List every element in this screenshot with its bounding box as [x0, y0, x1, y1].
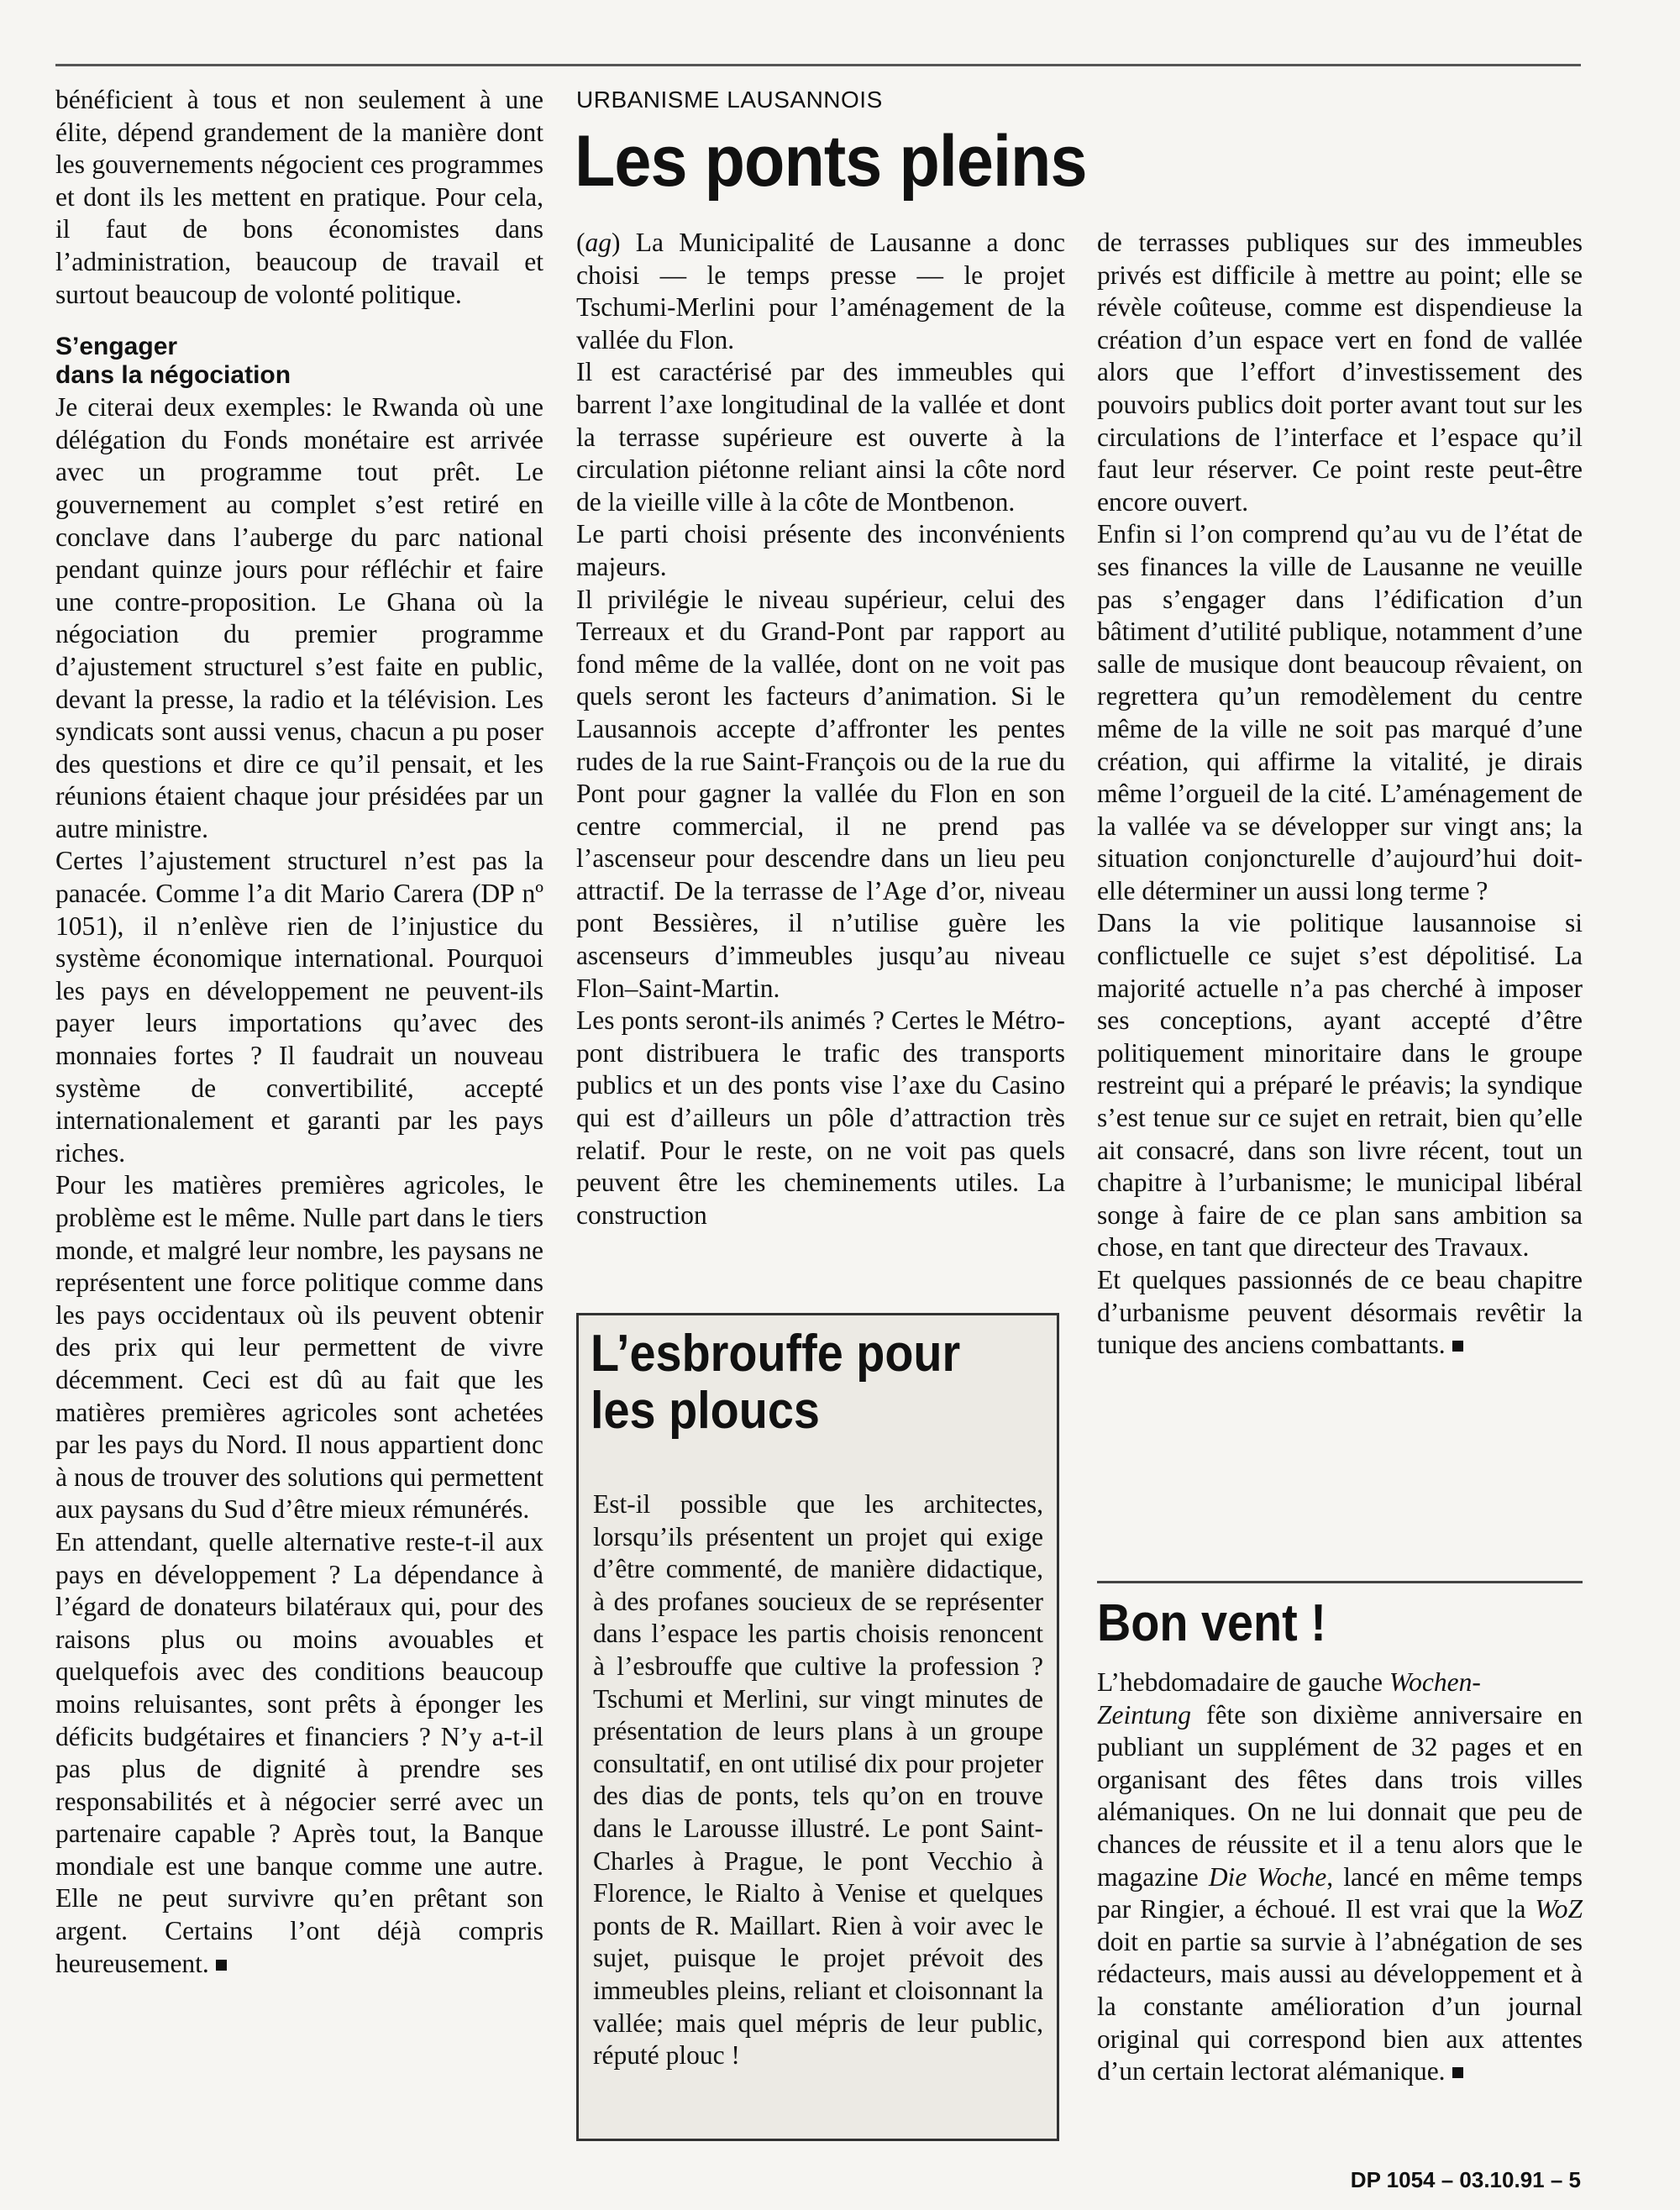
paragraph: Dans la vie politique lausannoise si conflictuelle ce sujet s’est dépolitisé. La majorité actuelle n’a pas cherché à imposer ses conceptions, ayant accepté d’être politiquement minoritaire dans le groupe restreint qui a préparé le préavis; la syndique s’est tenue sur ce sujet en retrait, bien qu’elle ait consacré, dans son livre récent, tout un chapitre à l’urbanisme; le municipal libéral songe à faire de ce plan sans ambition sa chose, en tant que directeur des Travaux. — [1097, 908, 1583, 1262]
paragraph-text: L’hebdomadaire de gauche — [1097, 1667, 1389, 1697]
bon-vent-title: Bon vent ! — [1097, 1594, 1326, 1652]
page-folio: DP 1054 – 03.10.91 – 5 — [1350, 2167, 1581, 2192]
paragraph: Certes l’ajustement structurel n’est pas la panacée. Comme l’a dit Mario Carera (DP nº 1051), il n’enlève rien de l’injustice du système économique international. Pourquoi les pays en développement ne peuvent-ils payer leurs importations qu’avec des monnaies fortes ? Il faudrait un nouveau système de convertibilité, accepté internationalement et garanti par les pays riches. — [55, 846, 543, 1168]
box-title — [591, 1325, 1014, 1440]
paragraph: Pour les matières premières agricoles, le problème est le même. Nulle part dans le tiers monde, et malgré leur nombre, les paysans ne représentent une force politique comme dans les pays occidentaux où ils peuvent obtenir des prix qui leur permettent de vivre décemment. Ceci est dû au fait que les matières premières agricoles sont achetées par les pays du Nord. Il nous appartient donc à nous de trouver des solutions qui permettent aux paysans du Sud d’être mieux rémunérés. — [55, 1170, 543, 1525]
subhead-line: dans la négociation — [55, 361, 291, 390]
article-kicker: URBANISME LAUSANNOIS — [576, 87, 883, 113]
paragraph: Est-il possible que les architectes, lorsqu’ils présentent un projet qui exige d’être commenté, de manière didactique, à des profanes soucieux de se représenter dans l’espace les partis choisis renoncent à l’esbrouffe que cultive la profession ? Tschumi et Merlini, sur vingt minutes de présentation de leurs plans à un groupe consultatif, en ont utilisé dix pour projeter des dias de ponts, tels qu’on en trouve dans le Larousse illustré. Le pont Saint-Charles à Prague, le pont Vecchio à Florence, le Rialto à Venise et quelques ponts de R. Maillart. Rien à voir avec le sujet, puisque le projet prévoit des immeubles pleins, reliant et cloisonnant la vallée; mais quel mépris de leur public, réputé plouc ! — [593, 1489, 1043, 2071]
paragraph-text: Et quelques passionnés de ce beau chapitre d’urbanisme peuvent désormais revêtir la tunique des anciens combattants. — [1097, 1265, 1583, 1360]
paragraph — [1097, 1667, 1583, 2088]
paragraph: Les ponts seront-ils animés ? Certes le Métro-pont distribuera le trafic des transports publics et un des ponts vise l’axe du Casino qui est d’ailleurs un pôle d’attraction très relatif. Pour le reste, on ne voit pas quels peuvent être les cheminements utiles. La construction — [576, 1005, 1065, 1230]
paragraph — [55, 1526, 543, 1980]
paragraph: Le parti choisi présente des inconvénients majeurs. — [576, 519, 1065, 581]
end-mark-icon — [1452, 2067, 1463, 2078]
paragraph-text: La Municipalité de Lausanne a donc choisi — le temps presse — le projet Tschumi-Merlini pour l’aménagement de la vallée du Flon. — [576, 228, 1065, 354]
paragraph-text: , lancé en même temps par Ringier, a échoué. Il est vrai que la — [1097, 1861, 1583, 1924]
section-subhead — [55, 333, 543, 390]
section-rule — [1097, 1581, 1583, 1583]
box-title-line: L’esbrouffe pour — [591, 1325, 961, 1383]
paragraph-text: En attendant, quelle alternative reste-t-il aux pays en développement ? La dépendance à l’égard de donateurs bilatéraux qui, pour des raisons plus ou moins avouables et quelquefois avec des conditions beaucoup moins reluisantes, sont prêts à éponger les déficits budgétaires et financiers ? N’y a-t-il pas plus de dignité à prendre ses responsabilités et à négocier serré avec un partenaire capable ? Après tout, la Banque mondiale est une banque comme une autre. Elle ne peut survivre qu’en prêtant son argent. Certains l’ont déjà compris heureusement. — [55, 1526, 543, 1978]
paragraph: Il privilégie le niveau supérieur, celui des Terreaux et du Grand-Pont par rapport au fond même de la vallée, dont on ne voit pas quels seront les facteurs d’animation. Si le Lausannois accepte d’affronter les pentes rudes de la rue Saint-François ou de la rue du Pont pour gagner la vallée du Flon en son centre commercial, il ne prend pas l’ascenseur pour descendre dans un lieu peu attractif. De la terrasse de l’Age d’or, niveau pont Bessières, il n’utilise guère les ascenseurs d’immeubles jusqu’au niveau Flon–Saint-Martin. — [576, 584, 1065, 1003]
publication-name: Zeintung — [1097, 1699, 1192, 1730]
article-headline: Les ponts pleins — [575, 121, 1087, 202]
paragraph: Je citerai deux exemples: le Rwanda où une délégation du Fonds monétaire est arrivée avec un programme tout prêt. Le gouvernement au complet s’est retiré en conclave dans l’auberge du parc national pendant quinze jours pour réfléchir et faire une contre-proposition. Le Ghana où la négociation du premier programme d’ajustement structurel s’est faite en public, devant la presse, la radio et la télévision. Les syndicats sont aussi venus, chacun a pu poser des questions et dire ce qu’il pensait, et les réunions étaient chaque jour présidées par un autre ministre. — [55, 392, 543, 843]
paragraph-text: fête son dixième anniversaire en publiant un supplément de 32 pages et en organisant des fêtes dans trois villes alémaniques. On ne lui donnait que peu de chances de réussite et il a tenu alors que le magazine — [1097, 1699, 1583, 1892]
box-title-line: les ploucs — [591, 1382, 820, 1440]
publication-name: Die Woche — [1208, 1861, 1327, 1892]
paragraph — [1097, 1264, 1583, 1362]
bon-vent-body — [1097, 1667, 1583, 2088]
publication-name: WoZ — [1535, 1894, 1583, 1924]
paragraph: Enfin si l’on comprend qu’au vu de l’état de ses finances la ville de Lausanne ne veuille pas s’engager dans l’édification d’un bâtiment d’utilité publique, notamment d’une salle de musique dont beaucoup rêvaient, on regrettera qu’un remodèlement du centre même de la ville ne soit pas marqué d’une création, qui affirme la vitalité, je dirais même l’orgueil de la cité. L’aménagement de la vallée va se développer sur vingt ans; la situation conjoncturelle d’aujourd’hui doit-elle déterminer un aussi long terme ? — [1097, 519, 1583, 906]
publication-name: Wochen- — [1389, 1667, 1481, 1697]
subhead-line: S’engager — [55, 333, 178, 361]
paragraph: Il est caractérisé par des immeubles qui barrent l’axe longitudinal de la vallée et dont la terrasse supérieure est ouverte à la circulation piétonne reliant ainsi la côte nord de la vieille ville à la côte de Montbenon. — [576, 357, 1065, 517]
column-1-article — [55, 84, 543, 1980]
paragraph-text: doit en partie sa survie à l’abnégation de ses rédacteurs, mais aussi au développement et à la constante amélioration d’un journal original qui correspond bien aux attentes d’un certain lectorat alémanique. — [1097, 1926, 1583, 2087]
box-body — [593, 1488, 1043, 2072]
column-3-article — [1097, 227, 1583, 1362]
top-rule — [55, 64, 1581, 66]
paragraph: de terrasses publiques sur des immeubles privés est difficile à mettre au point; elle se révèle coûteuse, comme est dispendieuse la création d’un espace vert en fond de vallée alors que l’effort d’investissement des pouvoirs publics doit porter avant tout sur les circulations de l’interface et l’espace qu’il faut leur réserver. Ce point reste peut-être encore ouvert. — [1097, 228, 1583, 517]
column-2-article — [576, 227, 1065, 1231]
end-mark-icon — [1452, 1341, 1463, 1352]
paragraph: (ag) La Municipalité de Lausanne a donc choisi — le temps presse — le projet Tschumi-Merlini pour l’aménagement de la vallée du Flon. — [576, 228, 1065, 354]
byline: ag — [585, 228, 612, 257]
end-mark-icon — [216, 1960, 227, 1971]
paragraph: bénéficient à tous et non seulement à une élite, dépend grandement de la manière dont les gouvernements négocient ces programmes et dont ils les mettent en pratique. Pour cela, il faut de bons économistes dans l’administration, beaucoup de travail et surtout beaucoup de volonté politique. — [55, 85, 543, 309]
